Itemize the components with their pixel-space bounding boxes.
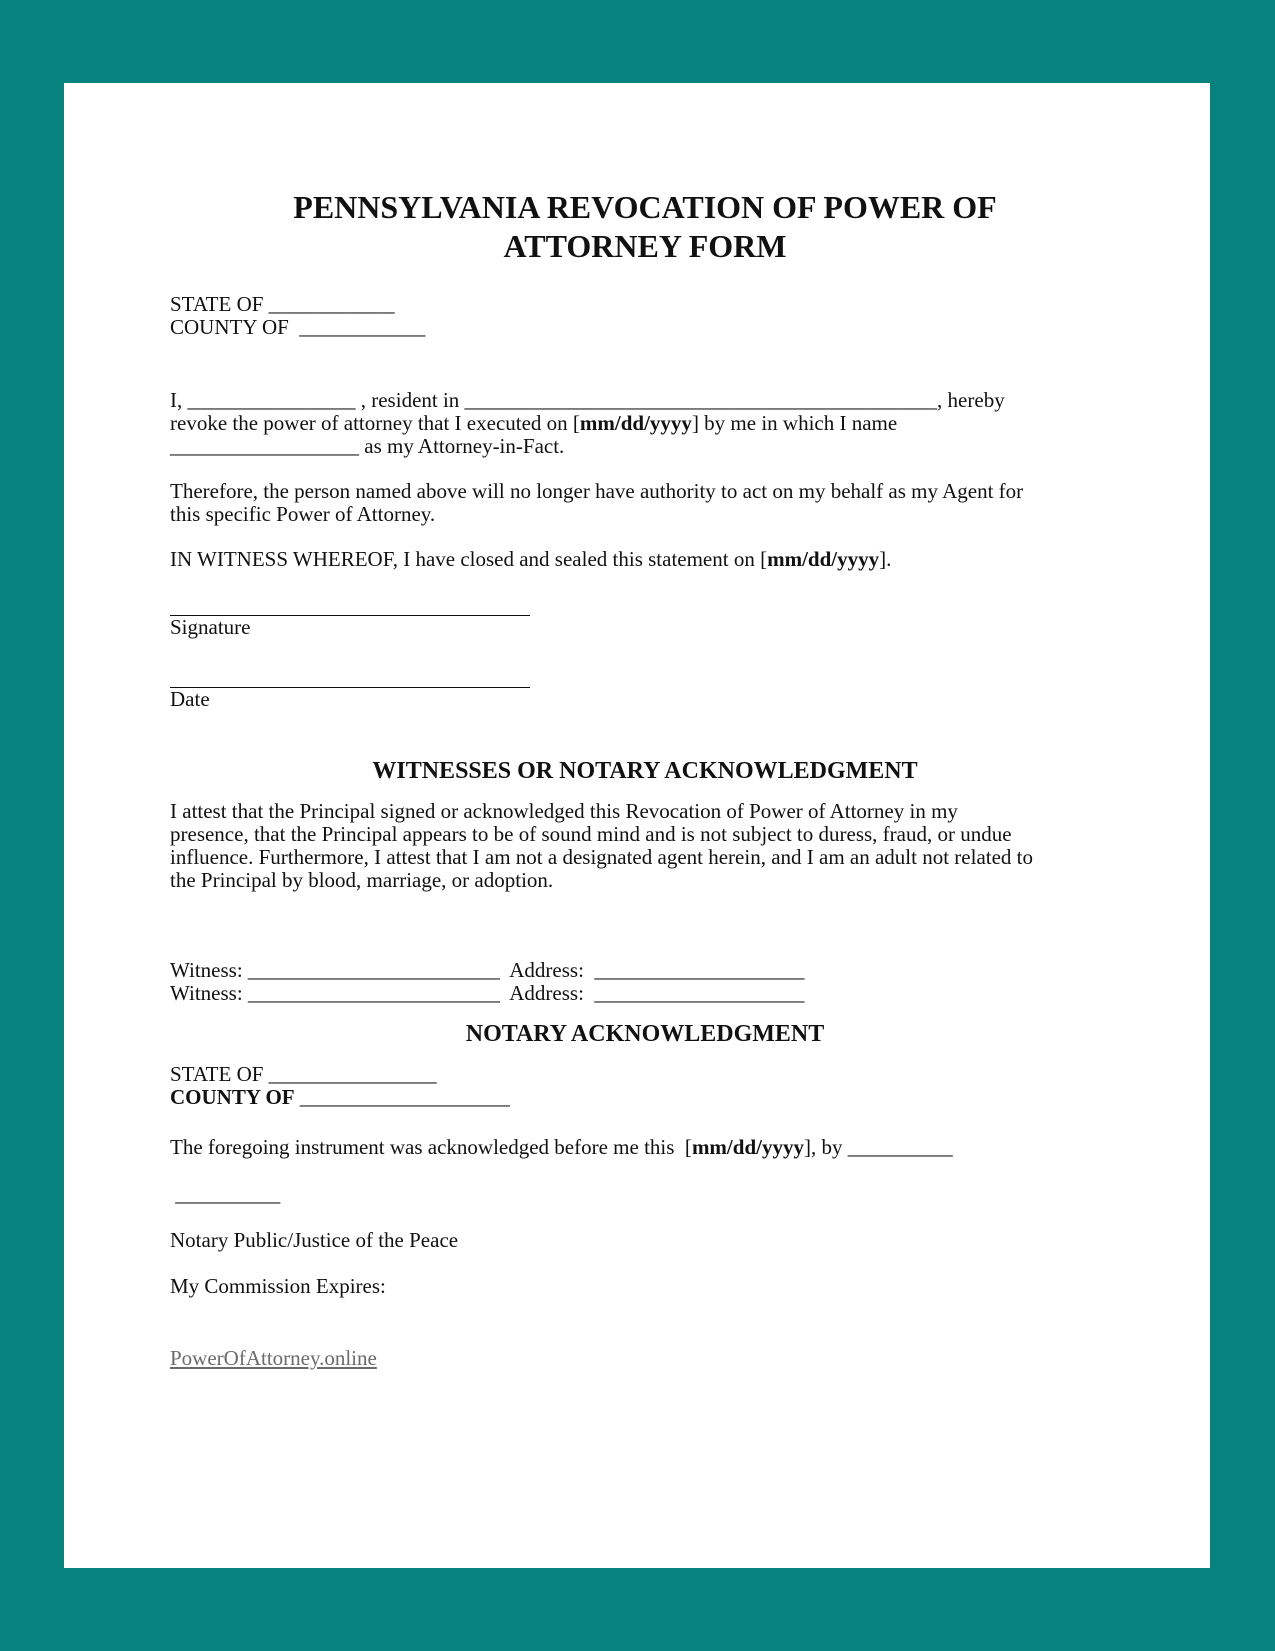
- notary-jurisdiction: [170, 1063, 1120, 1109]
- date-label: Date: [170, 687, 210, 711]
- footer: [170, 1347, 1120, 1370]
- authority-line-2: this specific Power of Attorney.: [170, 502, 436, 526]
- document-page: [64, 83, 1210, 1568]
- date-placeholder: mm/dd/yyyy: [691, 1135, 804, 1159]
- notary-state-line: STATE OF ________________: [170, 1062, 437, 1086]
- whereof-text-c: ].: [879, 547, 892, 571]
- revocation-line-3: __________________ as my Attorney-in-Fact.: [170, 434, 565, 458]
- revocation-text-c: ] by me in which I name: [691, 411, 898, 435]
- attest-paragraph: [170, 800, 1120, 892]
- witness-whereof-line: [170, 548, 1120, 571]
- notary-heading: NOTARY ACKNOWLEDGMENT: [465, 1021, 825, 1047]
- witness-whereof: [170, 548, 1120, 571]
- foregoing-text-c: ], by __________: [803, 1135, 953, 1159]
- revocation-line-1: I, ________________ , resident in _____________________________________________, hereby: [170, 388, 1005, 412]
- signature-block: [170, 593, 1120, 639]
- date-placeholder: mm/dd/yyyy: [767, 547, 880, 571]
- witness-line-2[interactable]: Witness: ________________________ Address: ____________________: [170, 981, 805, 1005]
- title-line-1: PENNSYLVANIA REVOCATION OF POWER OF: [293, 189, 997, 225]
- signature-line[interactable]: [170, 593, 530, 616]
- witness-line-1[interactable]: Witness: ________________________ Address: ____________________: [170, 958, 805, 982]
- title-line-2: ATTORNEY FORM: [503, 228, 787, 264]
- document-title: [170, 188, 1120, 266]
- notary-county-blank: ____________________: [294, 1085, 510, 1109]
- state-line: STATE OF ____________: [170, 292, 395, 316]
- short-blank: __________: [170, 1182, 281, 1206]
- foregoing-text-a: The foregoing instrument was acknowledged before me this [: [170, 1135, 692, 1159]
- short-blank-line: [170, 1183, 1120, 1206]
- authority-line-1: Therefore, the person named above will no longer have authority to act on my behalf as my Agent for: [170, 479, 1024, 503]
- attest-line-3: influence. Furthermore, I attest that I am not a designated agent herein, and I am an adult not related to: [170, 845, 1034, 869]
- attest-line-4: the Principal by blood, marriage, or adoption.: [170, 868, 554, 892]
- revocation-line-2: [170, 412, 1120, 435]
- witnesses-heading: WITNESSES OR NOTARY ACKNOWLEDGMENT: [372, 758, 918, 784]
- commission-expires-label: My Commission Expires:: [170, 1274, 386, 1298]
- notary-public-label: Notary Public/Justice of the Peace: [170, 1228, 459, 1252]
- notary-county-line: [170, 1086, 1120, 1109]
- foregoing-line: [170, 1136, 1120, 1159]
- date-block: [170, 665, 1120, 711]
- foregoing-statement: [170, 1136, 1120, 1159]
- county-line: COUNTY OF ____________: [170, 315, 426, 339]
- whereof-text-a: IN WITNESS WHEREOF, I have closed and sealed this statement on [: [170, 547, 768, 571]
- authority-paragraph: [170, 480, 1120, 526]
- attest-line-2: presence, that the Principal appears to be of sound mind and is not subject to duress, fraud, or undue: [170, 822, 1012, 846]
- jurisdiction-block: [170, 293, 1120, 339]
- attest-line-1: I attest that the Principal signed or acknowledged this Revocation of Power of Attorney in my: [170, 799, 958, 823]
- witness-lines: [170, 959, 1120, 1005]
- notary-county-label: COUNTY OF: [170, 1085, 295, 1109]
- footer-link[interactable]: PowerOfAttorney.online: [170, 1346, 377, 1370]
- signature-label: Signature: [170, 615, 251, 639]
- date-placeholder: mm/dd/yyyy: [579, 411, 692, 435]
- date-line[interactable]: [170, 665, 530, 688]
- revocation-text-a: revoke the power of attorney that I executed on [: [170, 411, 580, 435]
- revocation-paragraph: [170, 389, 1120, 458]
